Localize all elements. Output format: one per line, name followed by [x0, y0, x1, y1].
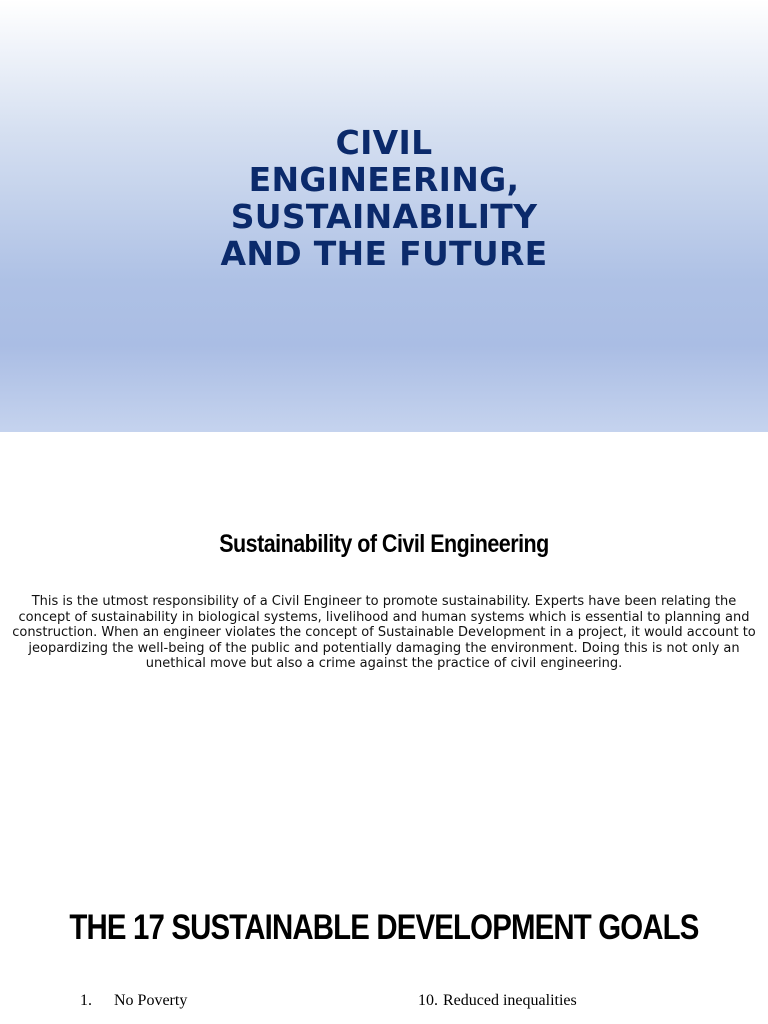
goal-number: 10. — [418, 992, 438, 1009]
goal-number: 1. — [80, 992, 92, 1009]
goal-label: No Poverty — [114, 992, 188, 1009]
goals-list-right — [418, 988, 748, 1014]
title-line: AND THE FUTURE — [220, 234, 548, 273]
goals-heading: THE 17 SUSTAINABLE DEVELOPMENT GOALS — [69, 908, 699, 947]
title-slide — [0, 0, 768, 432]
title-line: SUSTAINABILITY — [230, 197, 538, 236]
title-line: CIVIL — [335, 123, 433, 162]
list-item — [80, 988, 340, 1014]
goals-slide — [0, 872, 768, 1024]
list-item — [418, 988, 748, 1014]
title-line: ENGINEERING, — [248, 160, 520, 199]
section-heading: Sustainability of Civil Engineering — [219, 530, 549, 558]
goal-label: Reduced inequalities — [443, 992, 577, 1009]
slide-title — [0, 124, 768, 272]
sustainability-slide — [0, 432, 768, 872]
goals-list-left — [80, 988, 340, 1014]
section-body-text: This is the utmost responsibility of a Civil Engineer to promote sustainability. Experts have been relating the concept of sustainability in biological systems, livelihood and human systems which is essential to planning and construction. When an engineer violates the concept of Sustainable Development in a project, it would account to jeopardizing the well-being of the public and potentially damaging the environment. Doing this is not only an unethical move but also a crime against the practice of civil engineering. — [12, 594, 756, 671]
